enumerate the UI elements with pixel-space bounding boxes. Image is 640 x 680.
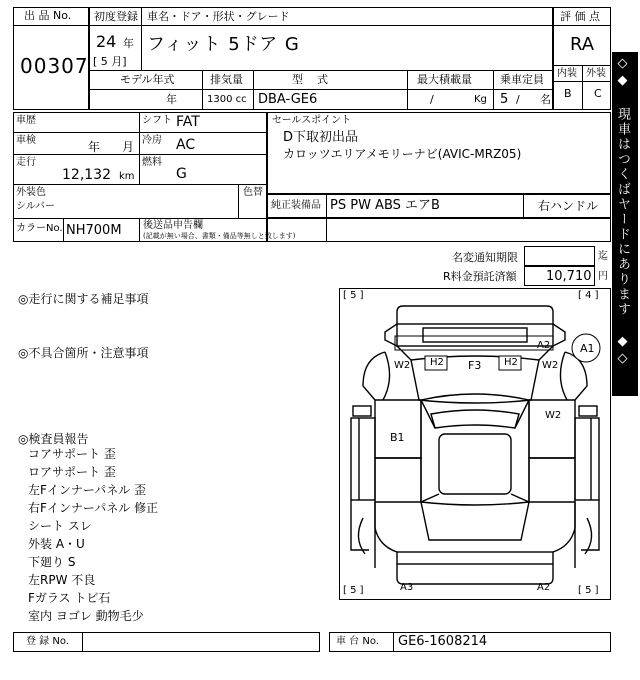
damage-mark-f3: F3 [468, 359, 482, 372]
damage-mark-w2-left: W2 [394, 360, 411, 371]
color-number-value: NH700M [66, 223, 122, 238]
capacity-unit: 名 [540, 93, 551, 106]
capacity-value: 5 [500, 92, 509, 107]
inspector-line: ロアサポート 歪 [28, 465, 116, 479]
diagram-corner-bottom-right: [ 5 ] [578, 585, 599, 596]
yard-location-text: ◇◆ 現車はつくばヤードにあります ◆◇ [615, 56, 630, 368]
lot-label: 出 品 No. [24, 9, 72, 22]
model-type-label: 型 式 [292, 73, 328, 86]
fuel-value: G [176, 166, 187, 182]
color-number-label: カラーNo. [16, 223, 63, 234]
post-docs-note: (記載が無い場合、書類・備品等無しと致します) [143, 232, 296, 240]
year-unit: 年 [123, 37, 134, 50]
inspector-line: コアサポート 歪 [28, 447, 116, 461]
sales-point-label: セールスポイント [272, 115, 352, 126]
max-load-value: / [430, 93, 434, 106]
steering-value: 右ハンドル [538, 199, 599, 213]
interior-grade-label: 内装 [557, 68, 577, 79]
first-registration-month: [ 5 月] [93, 55, 127, 68]
equipment-value: PS PW ABS エアB [330, 198, 440, 213]
recycle-fee-unit: 円 [598, 271, 608, 282]
damage-mark-b1: B1 [390, 431, 405, 444]
diagram-corner-top-left: [ 5 ] [343, 290, 364, 301]
inspector-line: Fガラス トビ石 [28, 591, 111, 605]
car-damage-diagram [339, 288, 611, 600]
damage-mark-h2-left: H2 [430, 357, 444, 368]
inspector-line: 外装 A・U [28, 537, 85, 551]
damage-mark-a2-top: A2 [537, 340, 551, 351]
recycle-fee-label: R料金預託済額 [443, 270, 517, 283]
first-registration-year: 24 [96, 32, 117, 51]
sales-point-line-1: D下取初出品 [283, 130, 359, 145]
car-name: フィット 5ドア G [147, 34, 300, 55]
grade-value: RA [570, 34, 595, 55]
inspector-line: 左Fインナーパネル 歪 [28, 483, 147, 497]
mileage-label: 走行 [16, 157, 36, 168]
driving-remarks-label: ◎走行に関する補足事項 [18, 292, 149, 306]
inspection-month-unit: 月 [122, 140, 135, 154]
exterior-grade-label: 外装 [586, 68, 606, 79]
fuel-label: 燃料 [142, 157, 162, 168]
model-year-label: モデル年式 [120, 73, 175, 86]
inspector-line: 左RPW 不良 [28, 573, 96, 587]
repaint-label: 色替 [243, 187, 263, 198]
max-load-label: 最大積載量 [417, 73, 472, 86]
damage-mark-w2-right: W2 [542, 360, 559, 371]
displacement-label: 排気量 [210, 73, 243, 86]
first-registration-label: 初度登録 [94, 10, 138, 23]
damage-mark-w2-door: W2 [545, 410, 562, 421]
sales-point-line-2: カロッツエリアメモリーナビ(AVIC-MRZ05) [283, 147, 522, 161]
ac-label: 冷房 [142, 135, 162, 146]
capacity-slash: / [516, 93, 520, 106]
defects-label: ◎不具合箇所・注意事項 [18, 346, 149, 360]
model-year-unit: 年 [166, 93, 177, 106]
grade-label: 評 価 点 [560, 10, 600, 23]
exterior-color-label: 外装色 [16, 187, 46, 198]
diagram-corner-top-right: [ 4 ] [578, 290, 599, 301]
max-load-unit: Kg [474, 94, 487, 105]
name-change-unit: 迄 [598, 251, 608, 262]
mileage-value: 12,132 [62, 167, 111, 183]
post-docs-empty-box [267, 218, 611, 242]
diagram-corner-bottom-left: [ 5 ] [343, 585, 364, 596]
interior-grade-value: B [564, 87, 572, 100]
history-label: 車歴 [16, 115, 36, 126]
inspection-label: 車検 [16, 135, 36, 146]
exterior-grade-value: C [594, 87, 602, 100]
inspector-line: 下廻り S [28, 555, 76, 569]
chassis-number-value: GE6-1608214 [398, 634, 488, 649]
shift-label: シフト [142, 115, 172, 126]
damage-mark-h2-right: H2 [504, 357, 518, 368]
car-name-label: 車名・ドア・形状・グレード [147, 10, 290, 23]
recycle-fee-value: 10,710 [546, 269, 592, 284]
model-type-value: DBA-GE6 [258, 92, 318, 107]
inspection-year-unit: 年 [88, 140, 101, 154]
inspector-line: 室内 ヨゴレ 動物毛少 [28, 609, 144, 623]
inspector-line: シート スレ [28, 519, 92, 533]
damage-mark-a2-bottom: A2 [537, 582, 551, 593]
registration-number-label: 登 録 No. [26, 636, 69, 647]
post-docs-label: 後送品申告欄 [143, 220, 203, 231]
equipment-label: 純正装備品 [271, 200, 321, 211]
chassis-number-label: 車 台 No. [336, 636, 379, 647]
damage-mark-a3: A3 [400, 582, 414, 593]
damage-mark-a1: A1 [580, 342, 595, 355]
capacity-label: 乗車定員 [500, 73, 544, 86]
inspector-line: 右Fインナーパネル 修正 [28, 501, 159, 515]
exterior-color-value: シルバー [16, 201, 56, 212]
name-change-label: 名変通知期限 [452, 251, 518, 264]
inspector-report-label: ◎検査員報告 [18, 432, 89, 446]
displacement-value: 1300 cc [207, 94, 247, 105]
shift-value: FAT [176, 114, 200, 130]
name-change-field [524, 246, 595, 266]
mileage-unit: km [119, 171, 135, 182]
ac-value: AC [176, 137, 196, 153]
lot-number: 00307 [20, 54, 89, 78]
